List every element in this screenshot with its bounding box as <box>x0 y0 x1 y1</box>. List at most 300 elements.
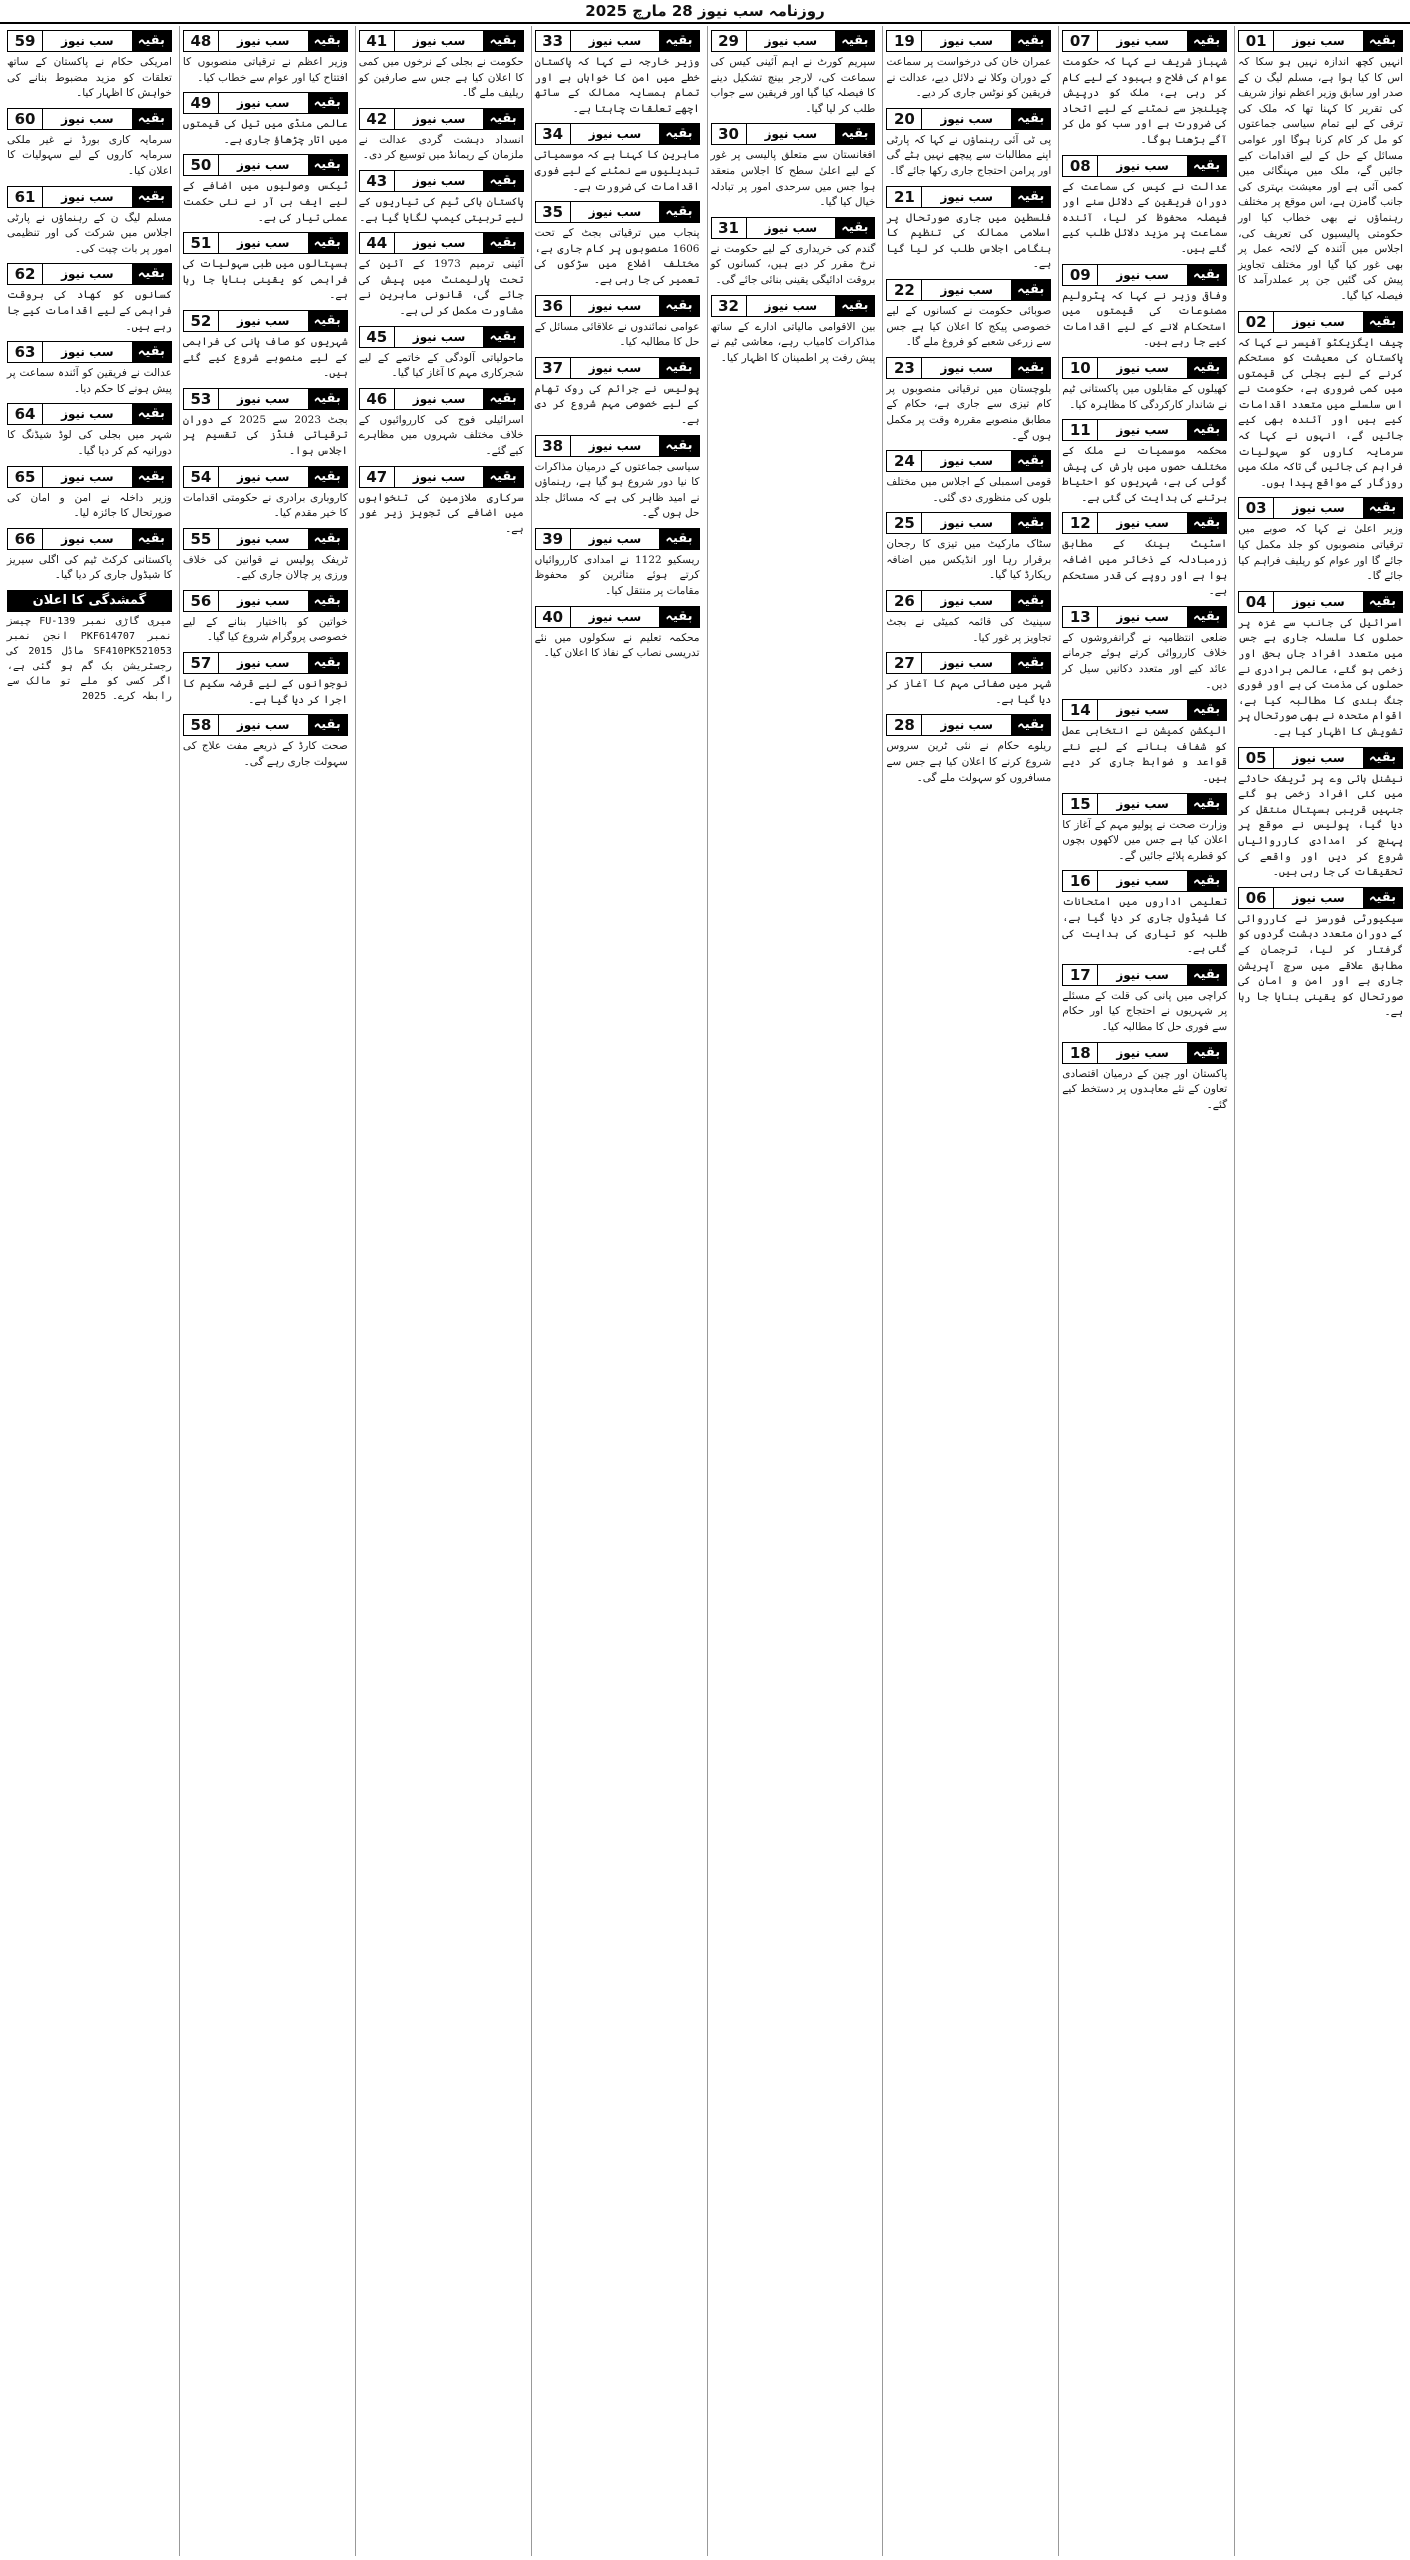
tag-word: بقیہ <box>1187 871 1226 891</box>
tag-publication: سب نیوز <box>412 111 466 126</box>
tag-publication: سب نیوز <box>940 718 993 733</box>
continuation-tag <box>359 232 524 254</box>
continuation-block <box>183 154 348 226</box>
continuation-tag <box>1062 419 1227 441</box>
continuation-number: 50 <box>184 155 219 175</box>
tag-word: بقیہ <box>483 109 522 129</box>
continuation-tag <box>183 466 348 488</box>
continuation-text: ٹیکس وصولیوں میں اضافے کے لیے ایف بی آر نے نئی حکمت عملی تیار کی ہے۔ <box>182 180 348 224</box>
continuation-number: 48 <box>184 31 219 51</box>
continuation-text: ریلوے حکام نے نئی ٹرین سروس شروع کرنے کا اعلان کیا ہے جس سے مسافروں کو سہولت ملے گی۔ <box>886 740 1052 784</box>
tag-word: بقیہ <box>1187 1043 1226 1063</box>
continuation-text: بلوچستان میں ترقیاتی منصوبوں پر کام تیزی سے جاری ہے، حکام کے مطابق منصوبے مقررہ وقت پر مکمل ہوں گے۔ <box>886 382 1052 442</box>
continuation-block <box>886 108 1051 180</box>
continuation-tag <box>886 108 1051 130</box>
tag-publication: سب نیوز <box>236 656 290 671</box>
tag-publication: سب نیوز <box>1116 703 1169 718</box>
tag-publication: سب نیوز <box>236 313 290 328</box>
continuation-block <box>1062 964 1227 1036</box>
continuation-block <box>183 466 348 522</box>
continuation-number: 27 <box>887 653 922 673</box>
tag-word: بقیہ <box>1187 358 1226 378</box>
continuation-text: عدالت نے کیس کی سماعت کے دوران فریقین کے دلائل سنے اور فیصلہ محفوظ کر لیا، آئندہ سماعت پر مزید دلائل طلب کیے گئے ہیں۔ <box>1062 180 1228 255</box>
continuation-block <box>183 714 348 770</box>
continuation-text: سیاسی جماعتوں کے درمیان مذاکرات کا نیا دور شروع ہو گیا ہے، رہنماؤں نے امید ظاہر کی ہے کہ مسائل جلد حل ہوں گے۔ <box>534 460 700 520</box>
continuation-tag <box>183 92 348 114</box>
continuation-text: صحت کارڈ کے ذریعے مفت علاج کی سہولت جاری رہے گی۔ <box>182 740 348 768</box>
tag-word: بقیہ <box>1011 591 1050 611</box>
continuation-block <box>183 590 348 646</box>
continuation-text: سرکاری ملازمین کی تنخواہوں میں اضافے کی تجویز زیر غور ہے۔ <box>358 491 524 535</box>
tag-word: بقیہ <box>835 296 874 316</box>
newspaper-page <box>4 26 1406 2556</box>
tag-word: بقیہ <box>1187 265 1226 285</box>
continuation-number: 60 <box>8 109 43 129</box>
tag-publication: سب نیوز <box>236 391 290 406</box>
continuation-number: 52 <box>184 311 219 331</box>
continuation-number: 63 <box>8 342 43 362</box>
continuation-block <box>535 30 700 117</box>
continuation-text: اسرائیلی فوج کی کارروائیوں کے خلاف مختلف شہروں میں مظاہرے کیے گئے۔ <box>358 413 524 457</box>
continuation-block <box>7 186 172 258</box>
tag-publication: سب نیوز <box>1116 267 1169 282</box>
column-2 <box>1058 26 1230 2556</box>
tag-publication: سب نیوز <box>1292 501 1345 516</box>
tag-word: بقیہ <box>1011 109 1050 129</box>
continuation-tag <box>886 357 1051 379</box>
tag-publication: سب نیوز <box>940 594 993 609</box>
continuation-text: انہیں کچھ اندازہ نہیں ہو سکا کہ اس کا کیا ہوا ہے، مسلم لیگ ن کے صدر اور سابق وزیر اعظم نواز شریف کی تقریر کا کہنا تھا کہ ملک کی ترقی کے لیے تمام سیاسی جماعتوں کو مل کر کام کرنا ہوگا اور عوامی مسائل کے حل کے لیے اقدامات کیے جائیں گے، ملک میں مہنگائی میں کمی آئی ہے اور معیشت بہتری کی جانب گامزن ہے، اس موقع پر مختلف رہنماؤں نے بھی خطاب کیا اور حکومتی پالیسیوں کی تعریف کی، اجلاس میں آئندہ کے لائحہ عمل پر بھی غور کیا گیا اور مختلف تجاویز پیش کی گئیں جن پر عملدرآمد کا فیصلہ کیا گیا۔ <box>1238 56 1403 302</box>
continuation-number: 13 <box>1063 607 1098 627</box>
continuation-block <box>183 232 348 304</box>
tag-publication: سب نیوز <box>61 34 114 48</box>
tag-publication: سب نیوز <box>412 34 466 48</box>
continuation-text: پاکستانی کرکٹ ٹیم کی اگلی سیریز کا شیڈول جاری کر دیا گیا۔ <box>7 553 172 582</box>
continuation-number: 66 <box>8 529 43 549</box>
continuation-block <box>1062 155 1227 258</box>
continuation-block <box>1238 311 1403 492</box>
continuation-tag <box>1062 606 1227 628</box>
continuation-block <box>359 466 524 538</box>
continuation-text: بین الاقوامی مالیاتی ادارے کے ساتھ مذاکرات کامیاب رہے، معاشی ٹیم نے پیش رفت پر اطمینان کا اظہار کیا۔ <box>710 320 876 364</box>
tag-word: بقیہ <box>308 311 347 331</box>
continuation-number: 42 <box>360 109 395 129</box>
tag-word: بقیہ <box>659 607 698 627</box>
tag-publication: سب نیوز <box>412 391 466 406</box>
column-6 <box>355 26 527 2556</box>
tag-word: بقیہ <box>1363 748 1402 768</box>
continuation-number: 55 <box>184 529 219 549</box>
continuation-text: بجٹ 2023 سے 2025 کے دوران ترقیاتی فنڈز کی تقسیم پر اجلاس ہوا۔ <box>182 413 348 457</box>
continuation-number: 02 <box>1239 312 1274 332</box>
continuation-tag <box>535 201 700 223</box>
continuation-tag <box>535 528 700 550</box>
continuation-block <box>1238 747 1403 881</box>
column-5 <box>531 26 703 2556</box>
tag-publication: سب نیوز <box>236 236 290 251</box>
continuation-text: ٹریفک پولیس نے قوانین کی خلاف ورزی پر چالان جاری کیے۔ <box>182 553 348 582</box>
continuation-tag <box>7 108 172 130</box>
tag-publication: سب نیوز <box>588 531 642 546</box>
tag-word: بقیہ <box>132 404 171 424</box>
continuation-tag <box>535 295 700 317</box>
continuation-number: 33 <box>536 31 571 51</box>
continuation-tag <box>359 108 524 130</box>
continuation-block <box>359 326 524 382</box>
continuation-tag <box>359 388 524 410</box>
continuation-number: 47 <box>360 467 395 487</box>
continuation-number: 09 <box>1063 265 1098 285</box>
continuation-text: وزیر اعظم نے ترقیاتی منصوبوں کا افتتاح کیا اور عوام سے خطاب کیا۔ <box>182 56 348 84</box>
continuation-number: 11 <box>1063 420 1098 440</box>
continuation-tag <box>886 714 1051 736</box>
tag-publication: سب نیوز <box>1116 609 1169 624</box>
continuation-tag <box>1062 870 1227 892</box>
continuation-number: 44 <box>360 233 395 253</box>
continuation-number: 64 <box>8 404 43 424</box>
tag-word: بقیہ <box>483 233 522 253</box>
continuation-text: کسانوں کو کھاد کی بروقت فراہمی کے لیے اقدامات کیے جا رہے ہیں۔ <box>7 289 172 333</box>
tag-word: بقیہ <box>1011 653 1050 673</box>
continuation-tag <box>183 154 348 176</box>
tag-publication: سب نیوز <box>412 173 466 188</box>
tag-publication: سب نیوز <box>1292 750 1345 765</box>
continuation-text: عالمی منڈی میں تیل کی قیمتوں میں اتار چڑھاؤ جاری ہے۔ <box>182 118 348 146</box>
continuation-block <box>886 512 1051 584</box>
continuation-block <box>7 403 172 459</box>
continuation-text: ضلعی انتظامیہ نے گرانفروشوں کے خلاف کارروائی کرتے ہوئے جرمانے عائد کیے اور متعدد دکانیں سیل کر دیں۔ <box>1062 631 1228 691</box>
tag-word: بقیہ <box>1187 607 1226 627</box>
continuation-block <box>359 388 524 460</box>
tag-word: بقیہ <box>132 109 171 129</box>
continuation-number: 19 <box>887 31 922 51</box>
continuation-number: 08 <box>1063 156 1098 176</box>
continuation-text: اسرائیل کی جانب سے غزہ پر حملوں کا سلسلہ جاری ہے جس میں متعدد افراد جاں بحق اور زخمی ہو گئے، عالمی برادری نے حملوں کی مذمت کی ہے اور فوری جنگ بندی کا مطالبہ کیا ہے، اقوام متحدہ نے بھی صورتحال پر تشویش کا اظہار کیا ہے۔ <box>1238 616 1403 738</box>
continuation-number: 05 <box>1239 748 1274 768</box>
continuation-text: چیف ایگزیکٹو آفیسر نے کہا کہ پاکستان کی معیشت کو مستحکم کرنے کے لیے بجلی کی قیمتوں میں کمی ضروری ہے، حکومت نے اس سلسلے میں متعدد اقدامات کیے ہیں اور آئندہ بھی کیے جائیں گے، انہوں نے کہا کہ سرمایہ کاروں کو سہولیات فراہم کی جائیں گی تاکہ ملک میں روزگار کے مواقع پیدا ہوں۔ <box>1238 336 1403 489</box>
continuation-block <box>183 652 348 708</box>
tag-publication: سب نیوز <box>764 298 818 313</box>
continuation-block <box>886 357 1051 444</box>
tag-word: بقیہ <box>1011 715 1050 735</box>
tag-word: بقیہ <box>835 124 874 144</box>
continuation-block <box>1062 419 1227 506</box>
tag-publication: سب نیوز <box>1292 314 1345 329</box>
column-7 <box>179 26 351 2556</box>
continuation-block <box>1062 606 1227 693</box>
tag-publication: سب نیوز <box>764 127 818 142</box>
tag-word: بقیہ <box>308 31 347 51</box>
tag-word: بقیہ <box>659 124 698 144</box>
tag-word: بقیہ <box>1187 513 1226 533</box>
continuation-tag <box>183 30 348 52</box>
continuation-number: 39 <box>536 529 571 549</box>
continuation-tag <box>886 30 1051 52</box>
continuation-tag <box>7 466 172 488</box>
continuation-number: 53 <box>184 389 219 409</box>
continuation-block <box>886 30 1051 102</box>
continuation-number: 31 <box>712 218 747 238</box>
continuation-text: ماہرین کا کہنا ہے کہ موسمیاتی تبدیلیوں سے نمٹنے کے لیے فوری اقدامات کی ضرورت ہے۔ <box>534 149 700 193</box>
continuation-text: پی ٹی آئی رہنماؤں نے کہا کہ پارٹی اپنے مطالبات سے پیچھے نہیں ہٹے گی اور پرامن احتجاج جاری رکھا جائے گا۔ <box>886 133 1052 177</box>
continuation-text: قومی اسمبلی کے اجلاس میں مختلف بلوں کی منظوری دی گئی۔ <box>886 476 1052 504</box>
tag-publication: سب نیوز <box>588 34 642 48</box>
tag-publication: سب نیوز <box>412 236 466 251</box>
continuation-text: نیشنل ہائی وے پر ٹریفک حادثے میں کئی افراد زخمی ہو گئے جنہیں قریبی ہسپتال منتقل کر دیا گیا، پولیس نے موقع پر پہنچ کر امدادی کارروائیاں شروع کر دیں اور واقعے کی تحقیقات کی جا رہی ہیں۔ <box>1238 772 1403 879</box>
continuation-number: 15 <box>1063 794 1098 814</box>
tag-word: بقیہ <box>1011 31 1050 51</box>
tag-word: بقیہ <box>1363 31 1402 51</box>
tag-publication: سب نیوز <box>940 111 993 126</box>
continuation-number: 62 <box>8 264 43 284</box>
continuation-tag <box>183 310 348 332</box>
continuation-tag <box>1062 1042 1227 1064</box>
tag-word: بقیہ <box>1363 312 1402 332</box>
continuation-tag <box>1238 591 1403 613</box>
continuation-tag <box>886 450 1051 472</box>
continuation-tag <box>7 186 172 208</box>
continuation-text: پنجاب میں ترقیاتی بجٹ کے تحت 1606 منصوبوں پر کام جاری ہے، مختلف اضلاع میں سڑکوں کی تعمیر کی جا رہی ہے۔ <box>534 227 700 286</box>
continuation-number: 45 <box>360 327 395 347</box>
continuation-block <box>1238 591 1403 741</box>
tag-publication: سب نیوز <box>588 127 642 142</box>
continuation-block <box>1238 887 1403 1021</box>
continuation-tag <box>711 217 876 239</box>
continuation-text: محکمہ موسمیات نے ملک کے مختلف حصوں میں بارش کی پیش گوئی کی ہے، شہریوں کو احتیاط برتنے کی ہدایت کی گئی ہے۔ <box>1062 445 1228 504</box>
tag-publication: سب نیوز <box>61 111 114 126</box>
continuation-tag <box>886 279 1051 301</box>
continuation-tag <box>1062 357 1227 379</box>
continuation-number: 21 <box>887 187 922 207</box>
continuation-text: ریسکیو 1122 نے امدادی کارروائیاں کرتے ہوئے متاثرین کو محفوظ مقامات پر منتقل کیا۔ <box>534 553 700 598</box>
continuation-block <box>886 652 1051 708</box>
continuation-text: عمران خان کی درخواست پر سماعت کے دوران وکلا نے دلائل دیے، عدالت نے فریقین کو نوٹس جاری کر دیے۔ <box>886 56 1052 100</box>
continuation-tag <box>886 590 1051 612</box>
tag-word: بقیہ <box>1363 592 1402 612</box>
tag-publication: سب نیوز <box>588 205 642 220</box>
tag-word: بقیہ <box>308 529 347 549</box>
tag-publication: سب نیوز <box>61 531 114 546</box>
continuation-tag <box>535 357 700 379</box>
continuation-text: شہر میں صفائی مہم کا آغاز کر دیا گیا ہے۔ <box>886 678 1052 706</box>
tag-publication: سب نیوز <box>236 469 290 484</box>
tag-publication: سب نیوز <box>940 656 993 671</box>
continuation-tag <box>183 590 348 612</box>
continuation-text: عدالت نے فریقین کو آئندہ سماعت پر پیش ہونے کا حکم دیا۔ <box>7 367 172 395</box>
tag-word: بقیہ <box>1011 451 1050 471</box>
continuation-tag <box>183 714 348 736</box>
continuation-block <box>886 186 1051 273</box>
tag-word: بقیہ <box>659 296 698 316</box>
continuation-block <box>7 263 172 335</box>
tag-publication: سب نیوز <box>236 531 290 546</box>
tag-word: بقیہ <box>659 31 698 51</box>
continuation-number: 28 <box>887 715 922 735</box>
continuation-tag <box>7 341 172 363</box>
tag-word: بقیہ <box>1187 965 1226 985</box>
tag-publication: سب نیوز <box>588 609 642 624</box>
continuation-text: مسلم لیگ ن کے رہنماؤں نے پارٹی اجلاس میں شرکت کی اور تنظیمی امور پر بات چیت کی۔ <box>7 211 172 255</box>
tag-publication: سب نیوز <box>588 298 642 313</box>
continuation-number: 06 <box>1239 888 1274 908</box>
continuation-block <box>1062 30 1227 149</box>
continuation-tag <box>1062 512 1227 534</box>
continuation-tag <box>1062 793 1227 815</box>
continuation-block <box>886 450 1051 506</box>
tag-publication: سب نیوز <box>940 516 993 531</box>
continuation-block <box>711 123 876 210</box>
continuation-number: 46 <box>360 389 395 409</box>
continuation-block <box>1238 497 1403 584</box>
continuation-text: وزارت صحت نے پولیو مہم کے آغاز کا اعلان کیا ہے جس میں لاکھوں بچوں کو قطرے پلائے جائیں گے۔ <box>1062 818 1228 862</box>
continuation-number: 61 <box>8 187 43 207</box>
column-1 <box>1234 26 1406 2556</box>
continuation-tag <box>711 123 876 145</box>
continuation-block <box>7 341 172 397</box>
continuation-block <box>1062 264 1227 351</box>
tag-publication: سب نیوز <box>588 438 642 453</box>
continuation-block <box>183 388 348 460</box>
tag-publication: سب نیوز <box>1292 34 1345 48</box>
continuation-tag <box>183 388 348 410</box>
continuation-text: وزیر خارجہ نے کہا کہ پاکستان خطے میں امن کا خواہاں ہے اور تمام ہمسایہ ممالک کے ساتھ اچھے تعلقات چاہتا ہے۔ <box>534 56 700 115</box>
continuation-block <box>535 201 700 288</box>
continuation-block <box>1062 870 1227 957</box>
tag-publication: سب نیوز <box>764 34 818 48</box>
tag-publication: سب نیوز <box>236 34 290 48</box>
continuation-text: محکمہ تعلیم نے سکولوں میں نئے تدریسی نصاب کے نفاذ کا اعلان کیا۔ <box>534 631 700 660</box>
continuation-block <box>535 295 700 351</box>
continuation-tag <box>1062 155 1227 177</box>
continuation-text: پولیس نے جرائم کی روک تھام کے لیے خصوصی مہم شروع کر دی ہے۔ <box>534 382 700 426</box>
tag-word: بقیہ <box>308 653 347 673</box>
tag-word: بقیہ <box>659 202 698 222</box>
tag-publication: سب نیوز <box>940 454 993 469</box>
tag-publication: سب نیوز <box>61 407 114 422</box>
continuation-text: سپریم کورٹ نے اہم آئینی کیس کی سماعت کی، لارجر بینچ تشکیل دینے کا فیصلہ کیا گیا اور فریقین سے جواب طلب کر لیا گیا۔ <box>710 56 876 115</box>
continuation-text: شہباز شریف نے کہا کہ حکومت عوام کی فلاح و بہبود کے لیے کام کر رہی ہے، ملک کو درپیش چیلنجز سے نمٹنے کے لیے اتحاد کی ضرورت ہے اور سب کو مل کر آگے بڑھنا ہوگا۔ <box>1062 56 1228 146</box>
continuation-block <box>711 295 876 367</box>
continuation-block <box>1062 793 1227 865</box>
continuation-number: 36 <box>536 296 571 316</box>
continuation-tag <box>535 123 700 145</box>
continuation-tag <box>711 30 876 52</box>
tag-word: بقیہ <box>835 218 874 238</box>
continuation-block <box>886 279 1051 351</box>
continuation-block <box>183 92 348 148</box>
continuation-tag <box>886 512 1051 534</box>
tag-word: بقیہ <box>659 358 698 378</box>
tag-publication: سب نیوز <box>940 282 993 297</box>
tag-word: بقیہ <box>1187 156 1226 176</box>
continuation-number: 38 <box>536 436 571 456</box>
tag-word: بقیہ <box>1187 700 1226 720</box>
continuation-tag <box>711 295 876 317</box>
lost-notice-title: گمشدگی کا اعلان <box>7 590 172 612</box>
continuation-tag <box>359 326 524 348</box>
continuation-text: سینیٹ کی قائمہ کمیٹی نے بجٹ تجاویز پر غور کیا۔ <box>886 616 1052 644</box>
continuation-text: گندم کی خریداری کے لیے حکومت نے نرخ مقرر کر دیے ہیں، کسانوں کو بروقت ادائیگی یقینی بنائی جائے گی۔ <box>710 242 876 286</box>
tag-publication: سب نیوز <box>588 360 642 375</box>
continuation-number: 41 <box>360 31 395 51</box>
continuation-text: تعلیمی اداروں میں امتحانات کا شیڈول جاری کر دیا گیا ہے، طلبہ کو تیاری کی ہدایت کی گئی ہے۔ <box>1062 896 1228 956</box>
tag-word: بقیہ <box>132 467 171 487</box>
tag-word: بقیہ <box>1363 498 1402 518</box>
tag-word: بقیہ <box>308 591 347 611</box>
tag-word: بقیہ <box>483 327 522 347</box>
continuation-text: حکومت نے بجلی کے نرخوں میں کمی کا اعلان کیا ہے جس سے صارفین کو ریلیف ملے گا۔ <box>358 56 524 100</box>
continuation-number: 29 <box>712 31 747 51</box>
continuation-text: کراچی میں پانی کی قلت کے مسئلے پر شہریوں نے احتجاج کیا اور حکام سے فوری حل کا مطالبہ کیا۔ <box>1062 989 1228 1033</box>
continuation-number: 51 <box>184 233 219 253</box>
continuation-number: 25 <box>887 513 922 533</box>
continuation-tag <box>1062 699 1227 721</box>
continuation-number: 14 <box>1063 700 1098 720</box>
tag-word: بقیہ <box>132 342 171 362</box>
continuation-number: 43 <box>360 171 395 191</box>
continuation-number: 30 <box>712 124 747 144</box>
continuation-tag <box>535 30 700 52</box>
tag-publication: سب نیوز <box>1116 796 1169 811</box>
continuation-block <box>535 606 700 662</box>
tag-word: بقیہ <box>1187 31 1226 51</box>
continuation-text: پاکستان اور چین کے درمیان اقتصادی تعاون کے نئے معاہدوں پر دستخط کیے گئے۔ <box>1062 1067 1228 1111</box>
continuation-block <box>711 30 876 117</box>
continuation-text: پاکستان ہاکی ٹیم کی تیاریوں کے لیے تربیتی کیمپ لگایا گیا ہے۔ <box>358 195 524 224</box>
continuation-text: سیکیورٹی فورسز نے کارروائی کے دوران متعدد دہشت گردوں کو گرفتار کر لیا، ترجمان کے مطابق علاقے میں سرچ آپریشن جاری ہے اور امن و امان کی صورتحال کو یقینی بنایا جا رہا ہے۔ <box>1238 912 1403 1019</box>
continuation-text: شہریوں کو صاف پانی کی فراہمی کے لیے منصوبے شروع کیے گئے ہیں۔ <box>182 335 348 380</box>
continuation-text: اسٹیٹ بینک کے مطابق زرمبادلہ کے ذخائر میں اضافہ ہوا ہے اور روپے کی قدر مستحکم ہے۔ <box>1062 538 1228 598</box>
tag-word: بقیہ <box>1187 794 1226 814</box>
continuation-text: ماحولیاتی آلودگی کے خاتمے کے لیے شجرکاری مہم کا آغاز کیا گیا۔ <box>358 351 524 380</box>
continuation-number: 57 <box>184 653 219 673</box>
tag-word: بقیہ <box>483 467 522 487</box>
tag-publication: سب نیوز <box>1116 158 1169 173</box>
tag-word: بقیہ <box>132 529 171 549</box>
continuation-number: 37 <box>536 358 571 378</box>
tag-word: بقیہ <box>132 264 171 284</box>
continuation-block <box>535 435 700 522</box>
continuation-block <box>535 123 700 195</box>
tag-word: بقیہ <box>308 93 347 113</box>
continuation-text: خواتین کو بااختیار بنانے کے لیے خصوصی پروگرام شروع کیا گیا۔ <box>182 615 348 644</box>
tag-publication: سب نیوز <box>236 96 290 111</box>
column-3 <box>882 26 1054 2556</box>
continuation-block <box>183 528 348 584</box>
continuation-block <box>183 310 348 382</box>
continuation-block <box>886 714 1051 786</box>
continuation-text: الیکشن کمیشن نے انتخابی عمل کو شفاف بنانے کے لیے نئے قواعد و ضوابط جاری کر دیے ہیں۔ <box>1062 725 1228 784</box>
continuation-tag <box>359 30 524 52</box>
tag-publication: سب نیوز <box>1116 360 1169 375</box>
continuation-block <box>535 357 700 429</box>
lost-notice-text: میری گاڑی نمبر FU-139 چیسز نمبر PKF614707 انجن نمبر SF410PK521053 ماڈل 2015 کی رجسٹریشن بک گم ہو گئی ہے، اگر کسی کو ملے تو مالک سے رابطہ کرے۔ 2025 <box>7 615 172 702</box>
tag-publication: سب نیوز <box>1116 34 1169 48</box>
tag-publication: سب نیوز <box>1292 890 1345 905</box>
continuation-tag <box>1062 964 1227 986</box>
tag-publication: سب نیوز <box>236 158 290 173</box>
continuation-block <box>1062 512 1227 599</box>
continuation-text: افغانستان سے متعلق پالیسی پر غور کے لیے اعلیٰ سطح کا اجلاس منعقد ہوا جس میں سرحدی امور پر تبادلہ خیال کیا گیا۔ <box>710 149 876 209</box>
continuation-tag <box>1238 887 1403 909</box>
continuation-number: 32 <box>712 296 747 316</box>
continuation-block <box>183 30 348 86</box>
continuation-tag <box>359 466 524 488</box>
tag-word: بقیہ <box>1363 888 1402 908</box>
continuation-number: 54 <box>184 467 219 487</box>
tag-publication: سب نیوز <box>61 267 114 282</box>
continuation-number: 01 <box>1239 31 1274 51</box>
